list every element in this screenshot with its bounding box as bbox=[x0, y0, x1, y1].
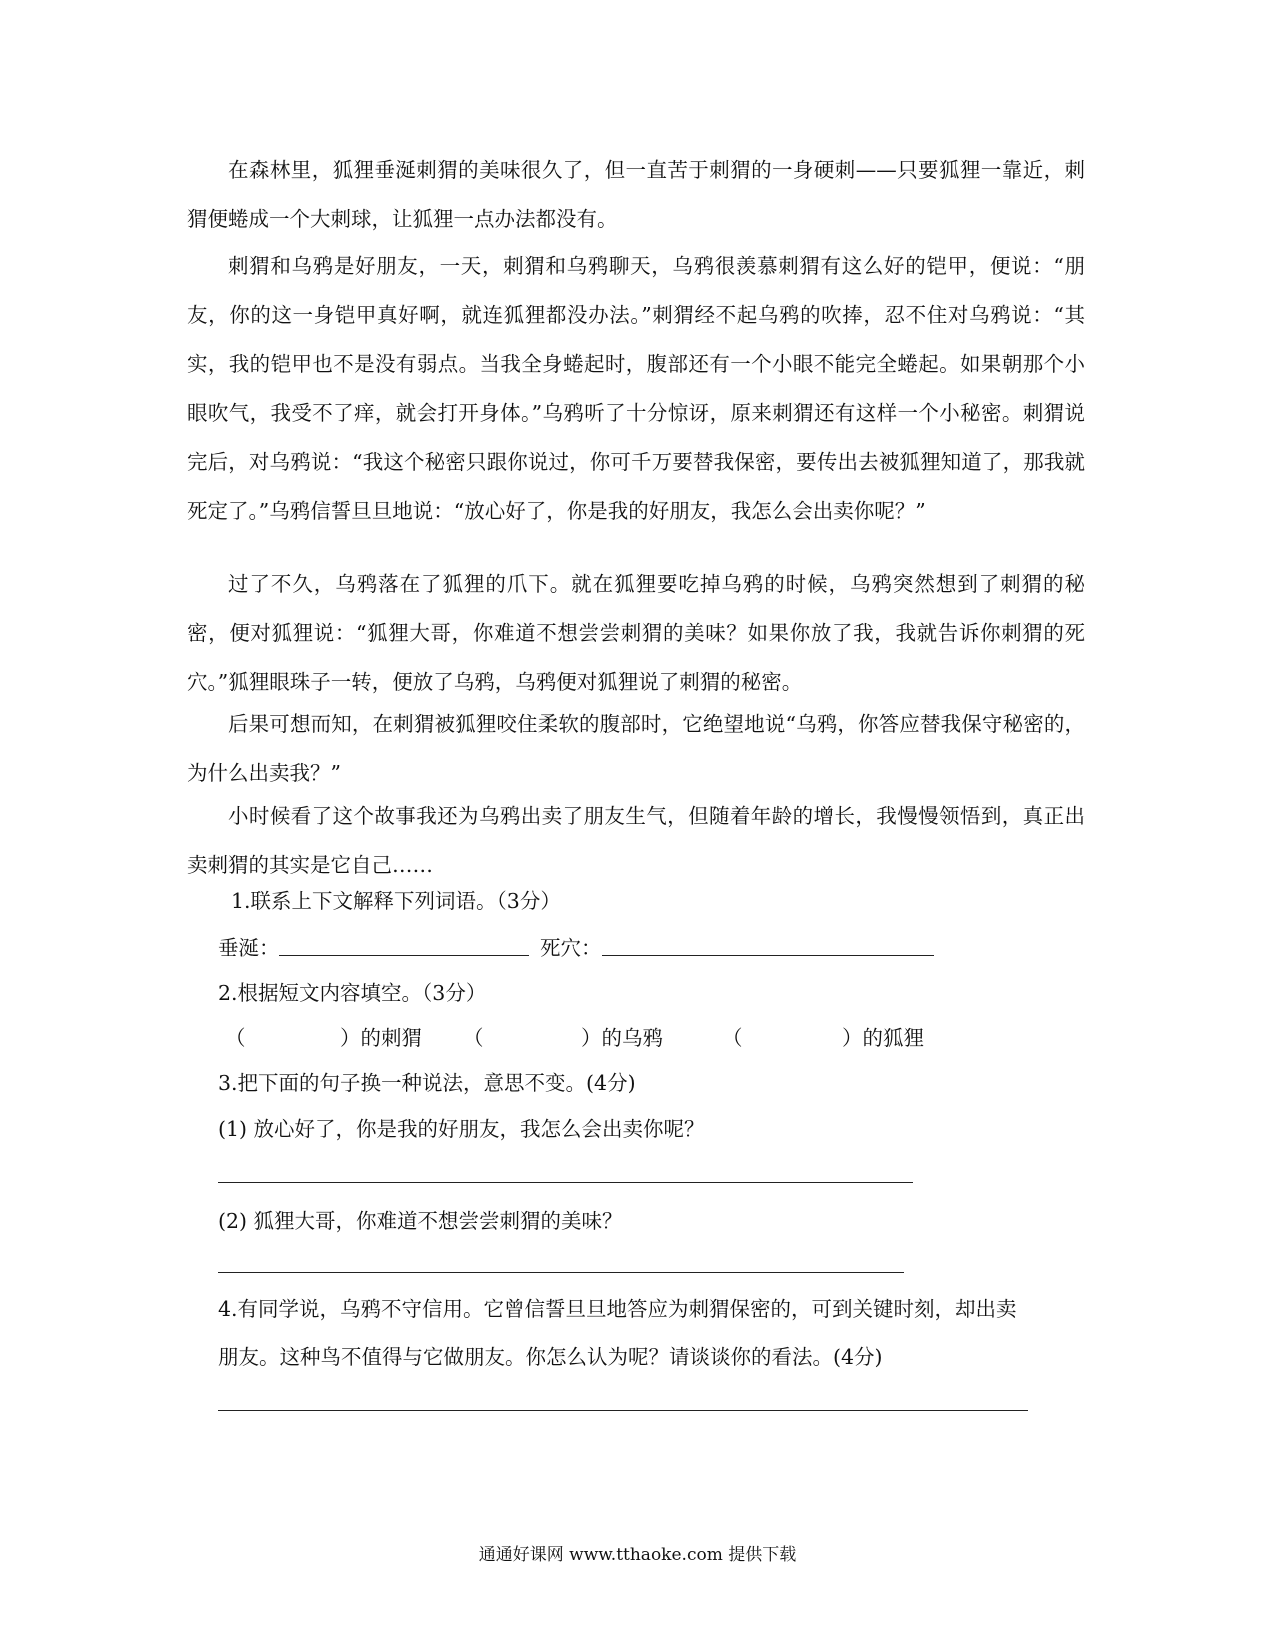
question-3-answer-line-1[interactable] bbox=[218, 1182, 913, 1183]
passage-paragraph-5: 小时候看了这个故事我还为乌鸦出卖了朋友生气，但随着年龄的增长，我慢慢领悟到，真正出卖刺猬的其实是它自己…… bbox=[187, 804, 1085, 877]
question-1-answer-line-2[interactable] bbox=[602, 955, 934, 956]
question-3-sentence-1: (1) 放心好了，你是我的好朋友，我怎么会出卖你呢？ bbox=[218, 1117, 705, 1141]
footer-source: 通通好课网 www.tthaoke.com 提供下载 bbox=[478, 1545, 797, 1565]
passage-paragraph-2: 刺猬和乌鸦是好朋友，一天，刺猬和乌鸦聊天，乌鸦很羡慕刺猬有这么好的铠甲，便说：“朋友，你的这一身铠甲真好啊，就连狐狸都没办法。”刺猬经不起乌鸦的吹捧，忍不住对乌鸦说：“其实，我的铠甲也不是没有弱点。当我全身蜷起时，腹部还有一个小眼不能完全蜷起。如果朝那个小眼吹气，我受不了痒，就会打开身体。”乌鸦听了十分惊讶，原来刺猬还有这样一个小秘密。刺猬说完后，对乌鸦说：“我这个秘密只跟你说过，你可千万要替我保密，要传出去被狐狸知道了，那我就死定了。”乌鸦信誓旦旦地说：“放心好了，你是我的好朋友，我怎么会出卖你呢？” bbox=[187, 254, 1085, 523]
passage-paragraph-4: 后果可想而知，在刺猬被狐狸咬住柔软的腹部时，它绝望地说“乌鸦，你答应替我保守秘密的，为什么出卖我？” bbox=[187, 712, 1085, 785]
question-2-blank-1-open: （ bbox=[225, 1026, 246, 1050]
passage-paragraph-1: 在森林里，狐狸垂涎刺猬的美味很久了，但一直苦于刺猬的一身硬刺——只要狐狸一靠近，刺猬便蜷成一个大刺球，让狐狸一点办法都没有。 bbox=[187, 158, 1085, 231]
question-1-answer-line-1[interactable] bbox=[279, 955, 529, 956]
question-2-blank-3-close: ）的狐狸 bbox=[842, 1026, 924, 1050]
question-1-title: 1.联系上下文解释下列词语。（3分） bbox=[231, 889, 561, 913]
question-4-answer-line[interactable] bbox=[218, 1410, 1028, 1411]
question-2-blank-2-open: （ bbox=[463, 1026, 484, 1050]
question-1-word1-label: 垂涎： bbox=[218, 936, 280, 960]
question-2-blank-2-close: ）的乌鸦 bbox=[581, 1026, 663, 1050]
question-4-text-line-1: 4.有同学说，乌鸦不守信用。它曾信誓旦旦地答应为刺猬保密的，可到关键时刻，却出卖 bbox=[218, 1297, 1017, 1321]
question-2-blank-3-open: （ bbox=[722, 1026, 743, 1050]
question-3-answer-line-2[interactable] bbox=[218, 1272, 904, 1273]
question-1-word2-label: 死穴： bbox=[540, 936, 602, 960]
passage-paragraph-3: 过了不久，乌鸦落在了狐狸的爪下。就在狐狸要吃掉乌鸦的时候，乌鸦突然想到了刺猬的秘密，便对狐狸说：“狐狸大哥，你难道不想尝尝刺猬的美味？如果你放了我，我就告诉你刺猬的死穴。”狐狸眼珠子一转，便放了乌鸦，乌鸦便对狐狸说了刺猬的秘密。 bbox=[187, 572, 1085, 694]
question-3-sentence-2: (2) 狐狸大哥，你难道不想尝尝刺猬的美味？ bbox=[218, 1209, 623, 1233]
question-4-text-line-2: 朋友。这种鸟不值得与它做朋友。你怎么认为呢？请谈谈你的看法。(4分) bbox=[218, 1345, 883, 1369]
question-2-title: 2.根据短文内容填空。（3分） bbox=[218, 981, 487, 1005]
question-3-title: 3.把下面的句子换一种说法，意思不变。(4分) bbox=[218, 1071, 636, 1095]
question-2-blank-1-close: ）的刺猬 bbox=[340, 1026, 422, 1050]
